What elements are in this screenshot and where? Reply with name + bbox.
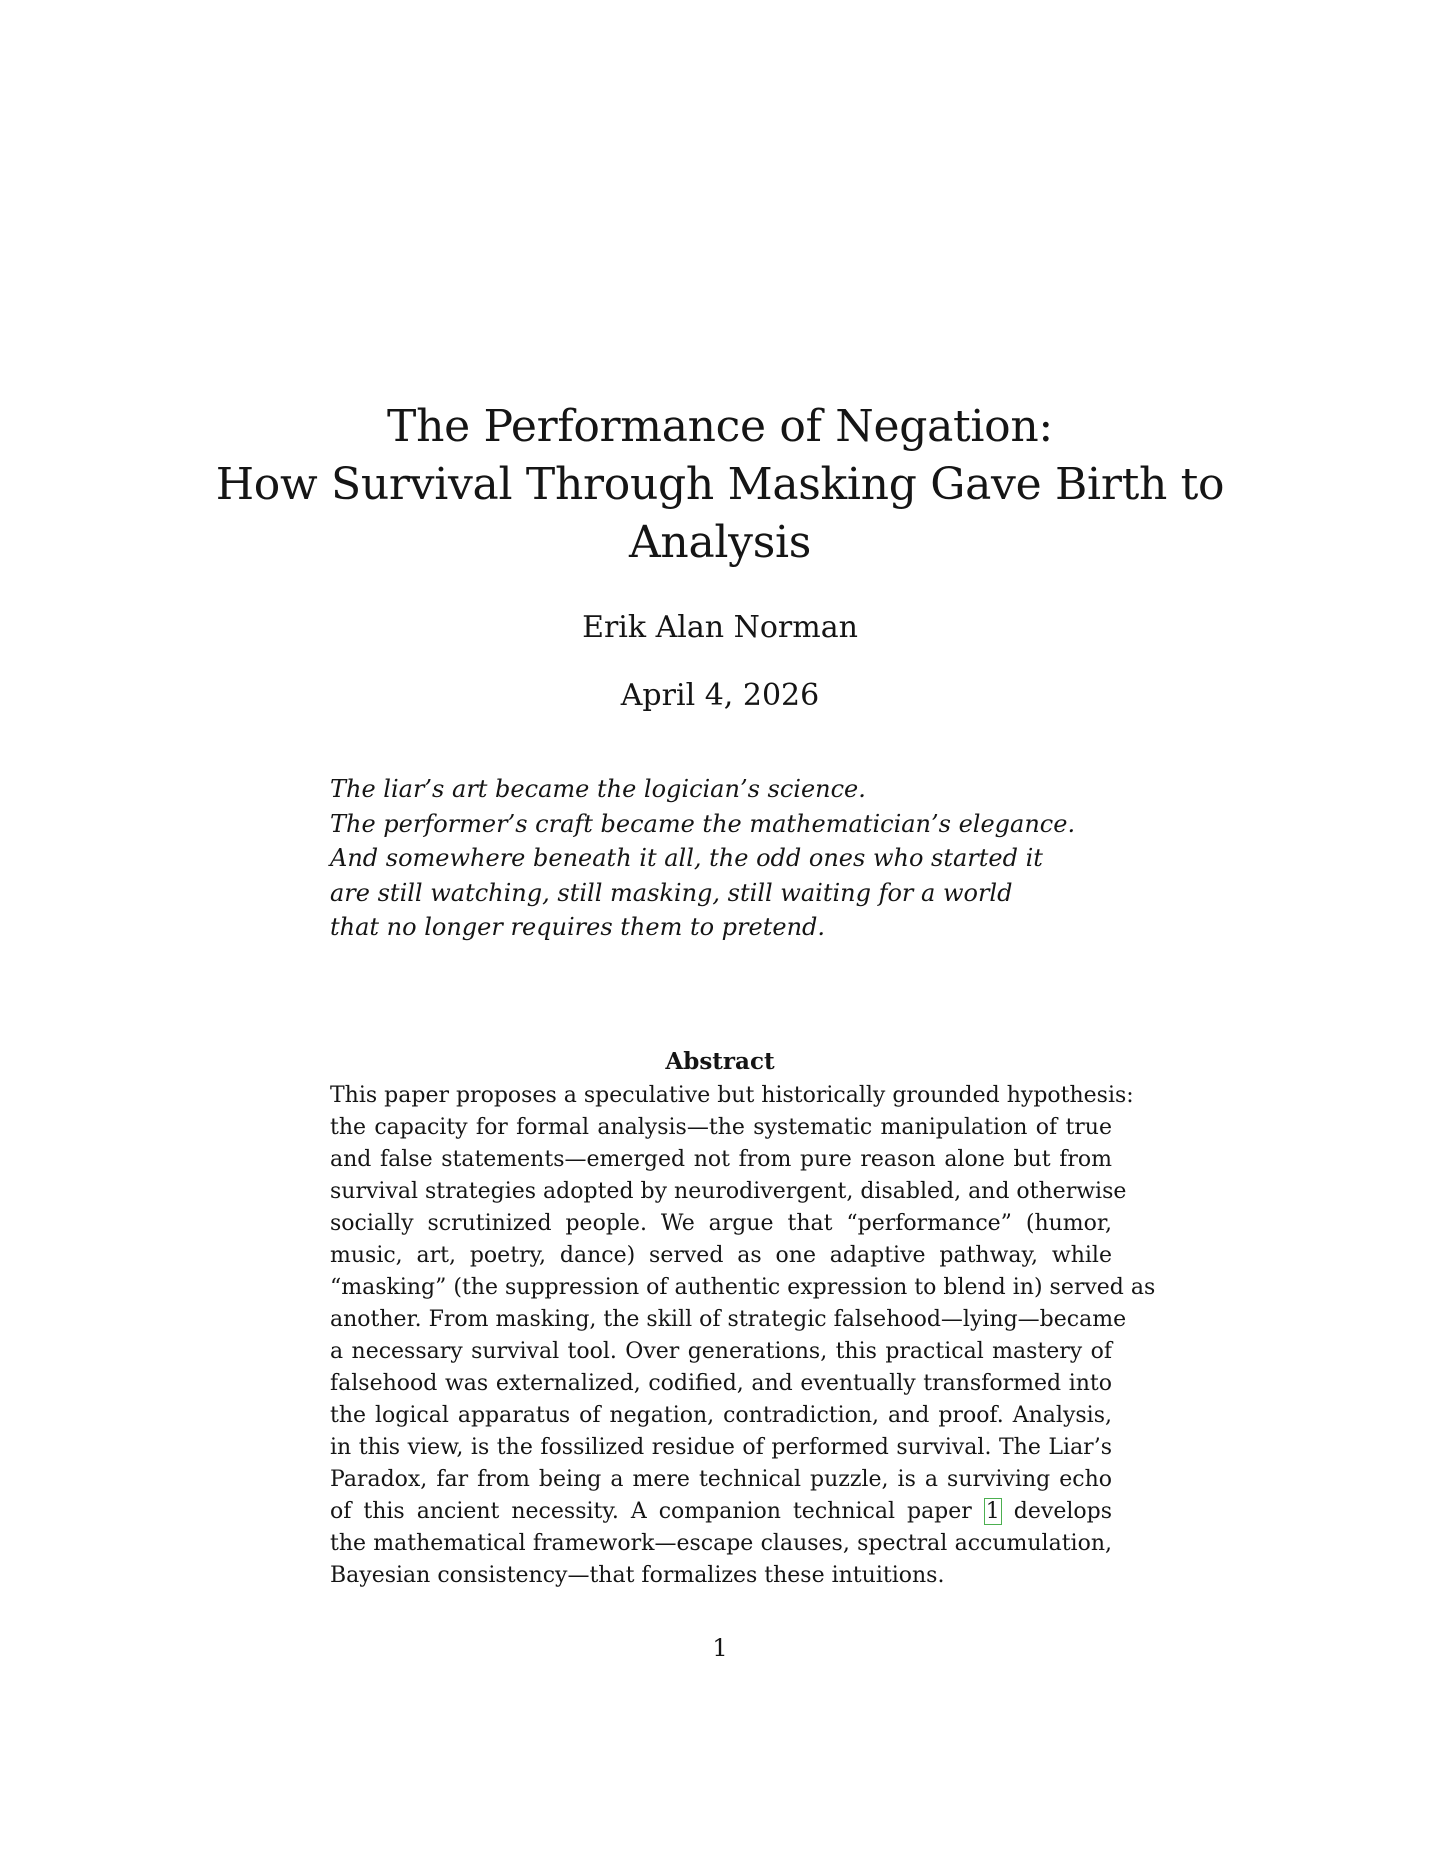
epigraph-line: are still watching, still masking, still waiting for a world <box>330 878 1013 907</box>
abstract-line: and false statements—emerged not from pure reason alone but from <box>330 1147 1112 1172</box>
title-line-2: How Survival Through Masking Gave Birth to <box>215 459 1225 510</box>
epigraph-line: And somewhere beneath it all, the odd ones who started it <box>330 844 1043 872</box>
epigraph <box>330 772 1150 945</box>
abstract-line: falsehood was externalized, codified, and eventually transformed into <box>330 1371 1112 1396</box>
abstract-line: socially scrutinized people. We argue that “performance” (humor, <box>330 1211 1112 1236</box>
abstract-line: “masking” (the suppression of authentic expression to blend in) served as <box>330 1275 1156 1300</box>
abstract-line: the mathematical framework—escape clauses, spectral accumulation, <box>330 1531 1112 1556</box>
abstract-text: develops <box>1001 1499 1112 1524</box>
abstract-line-with-citation <box>330 1496 1112 1528</box>
abstract-line: This paper proposes a speculative but historically grounded hypothesis: <box>330 1083 1134 1108</box>
title-line-3: Analysis <box>628 517 812 568</box>
abstract-line: the logical apparatus of negation, contradiction, and proof. Analysis, <box>330 1403 1112 1428</box>
abstract-heading: Abstract <box>665 1048 775 1075</box>
abstract-line: Bayesian consistency—that formalizes these intuitions. <box>330 1563 945 1588</box>
abstract-line: another. From masking, the skill of strategic falsehood—lying—became <box>330 1307 1127 1332</box>
author-name: Erik Alan Norman <box>582 610 858 645</box>
epigraph-line: The liar’s art became the logician’s science. <box>330 775 866 803</box>
abstract-line: the capacity for formal analysis—the systematic manipulation of true <box>330 1115 1112 1140</box>
abstract-line: in this view, is the fossilized residue of performed survival. The Liar’s <box>330 1435 1112 1460</box>
abstract-line: Paradox, far from being a mere technical puzzle, is a surviving echo <box>330 1467 1112 1492</box>
title-line-1: The Performance of Negation: <box>387 401 1053 452</box>
publication-date: April 4, 2026 <box>620 678 820 713</box>
citation-link[interactable]: 1 <box>985 1499 1000 1524</box>
abstract-line: survival strategies adopted by neurodivergent, disabled, and otherwise <box>330 1179 1127 1204</box>
abstract-body <box>330 1080 1156 1592</box>
page-number: 1 <box>712 1634 728 1662</box>
epigraph-line: that no longer requires them to pretend. <box>330 913 826 941</box>
epigraph-line: The performer’s craft became the mathematician’s elegance. <box>330 809 1076 838</box>
abstract-line: music, art, poetry, dance) served as one adaptive pathway, while <box>330 1243 1112 1268</box>
paper-title <box>0 398 1440 572</box>
abstract-line: a necessary survival tool. Over generations, this practical mastery of <box>330 1339 1112 1364</box>
abstract-text: of this ancient necessity. A companion technical paper <box>330 1499 984 1524</box>
